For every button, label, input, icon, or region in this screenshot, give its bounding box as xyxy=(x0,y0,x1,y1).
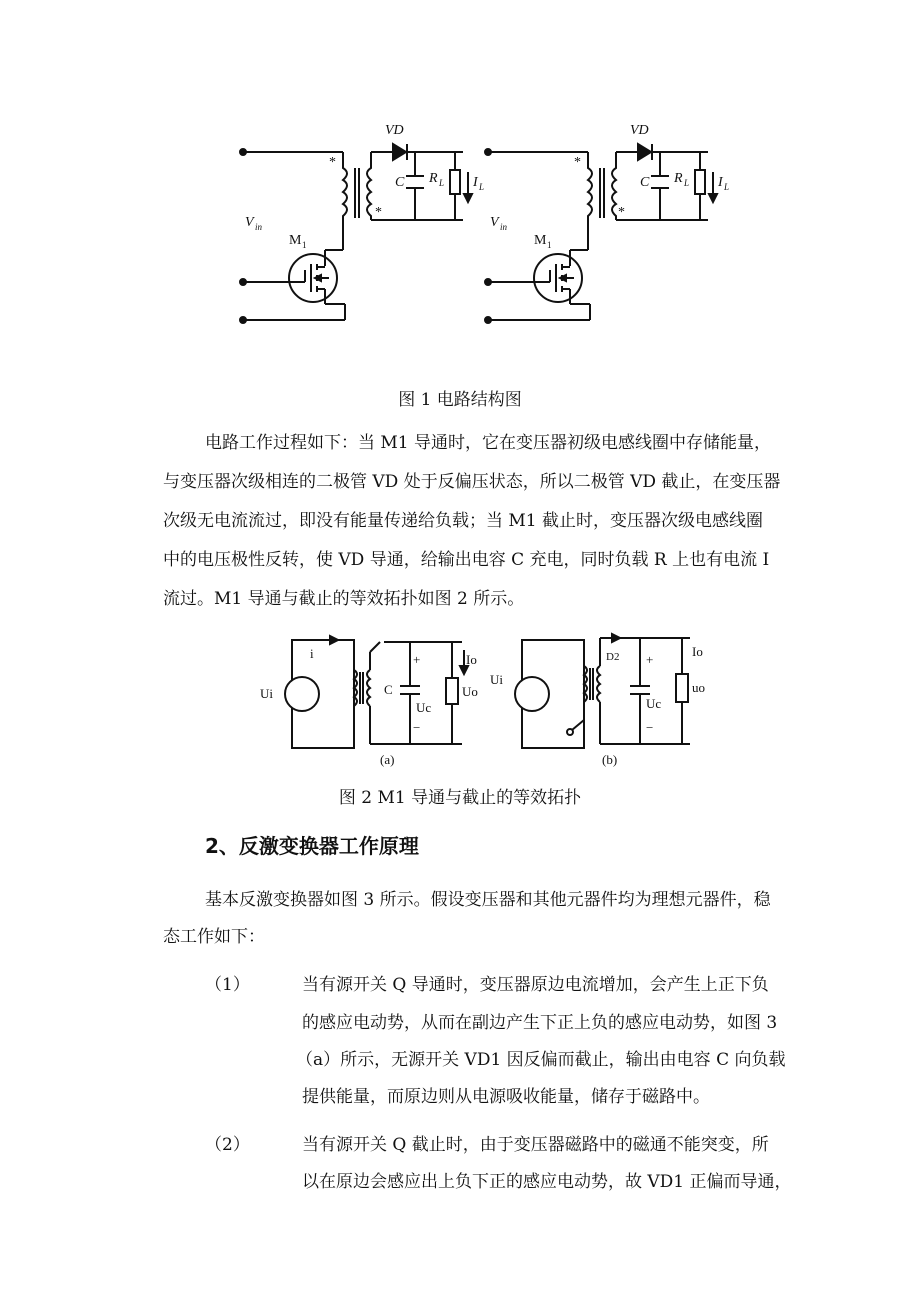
list-item-1-line-2: 的感应电动势，从而在副边产生下正上负的感应电动势，如图 3 xyxy=(302,1013,778,1033)
fig1-right-rl-sub: L xyxy=(684,178,690,188)
fig1-left-vin-sub: in xyxy=(255,222,263,232)
section-heading: 2、反激变换器工作原理 xyxy=(205,834,419,858)
fig2-b-uc-label: Uc xyxy=(646,696,662,711)
fig2-a-plus-label: + xyxy=(413,652,421,667)
fig1-left-il-sub: L xyxy=(479,182,485,192)
fig1-right-star-top: * xyxy=(574,155,581,170)
fig1-left-c-label: C xyxy=(395,175,405,190)
fig1-left-il-label: I xyxy=(473,175,478,190)
fig2-b-minus-label: − xyxy=(646,720,654,735)
fig2-a-i-label: i xyxy=(310,646,314,661)
fig1-left-star-top: * xyxy=(329,155,336,170)
fig1-left-m1-label: M xyxy=(289,233,302,248)
list-item-1-line-1: 当有源开关 Q 导通时，变压器原边电流增加，会产生上正下负 xyxy=(302,975,769,995)
fig2-b-uo-label: uo xyxy=(692,680,705,695)
paragraph-1-line-5: 流过。M1 导通与截止的等效拓扑如图 2 所示。 xyxy=(163,589,525,609)
fig2-a-minus-label: − xyxy=(413,720,421,735)
paragraph-2-line-1: 基本反激变换器如图 3 所示。假设变压器和其他元器件均为理想元器件，稳 xyxy=(205,890,771,910)
fig1-right-vd-label: VD xyxy=(630,123,649,138)
fig1-left-rl-sub: L xyxy=(439,178,445,188)
fig2-a-uo-label: Uo xyxy=(462,684,478,699)
fig2-b-plus-label: + xyxy=(646,652,654,667)
fig1-right-rl-label: R xyxy=(674,171,683,186)
fig1-left-m1-sub: 1 xyxy=(302,240,307,250)
fig1-right-c-label: C xyxy=(640,175,650,190)
fig1-right-m1-label: M xyxy=(534,233,547,248)
figure-1 xyxy=(225,110,745,340)
paragraph-1-line-3: 次级无电流流过，即没有能量传递给负载；当 M1 截止时，变压器次级电感线圈 xyxy=(163,511,764,531)
fig2-b-d2-label: D2 xyxy=(606,651,620,663)
figure-2-caption: 图 2 M1 导通与截止的等效拓扑 xyxy=(338,788,582,808)
fig2-a-uc-label: Uc xyxy=(416,700,432,715)
paragraph-1-line-1: 电路工作过程如下：当 M1 导通时，它在变压器初级电感线圈中存储能量， xyxy=(205,433,772,453)
fig2-a-io-label: Io xyxy=(466,652,477,667)
fig1-left-vin-label: V xyxy=(245,215,254,230)
paragraph-1-line-4: 中的电压极性反转，使 VD 导通，给输出电容 C 充电，同时负载 R 上也有电流 I xyxy=(163,550,770,570)
fig1-left-vd-label: VD xyxy=(385,123,404,138)
figure-1-caption: 图 1 电路结构图 xyxy=(398,390,522,410)
fig1-right-il-label: I xyxy=(718,175,723,190)
list-item-2-line-1: 当有源开关 Q 截止时，由于变压器磁路中的磁通不能突变，所 xyxy=(302,1135,769,1155)
paragraph-2-line-2: 态工作如下： xyxy=(163,927,265,947)
fig1-right-il-sub: L xyxy=(724,182,730,192)
fig2-a-c-label: C xyxy=(384,682,393,697)
list-item-2-line-2: 以在原边会感应出上负下正的感应电动势，故 VD1 正偏而导通， xyxy=(302,1172,792,1192)
fig2-b-panel-label: (b) xyxy=(602,752,618,767)
fig1-right-m1-sub: 1 xyxy=(547,240,552,250)
figure-2 xyxy=(250,620,720,770)
fig1-right-vin-sub: in xyxy=(500,222,508,232)
fig2-b-io-label: Io xyxy=(692,644,703,659)
figure-2-circuits xyxy=(250,620,720,770)
list-item-1-line-4: 提供能量，而原边则从电源吸收能量，储存于磁路中。 xyxy=(302,1087,710,1107)
fig2-b-ui-label: Ui xyxy=(490,672,503,687)
fig1-left-star-bottom: * xyxy=(375,205,382,220)
fig1-right-star-bottom: * xyxy=(618,205,625,220)
fig2-a-ui-label: Ui xyxy=(260,686,273,701)
list-item-1-number: （1） xyxy=(205,975,250,995)
list-item-2-number: （2） xyxy=(205,1135,250,1155)
fig2-a-panel-label: (a) xyxy=(380,752,395,767)
fig1-left-rl-label: R xyxy=(429,171,438,186)
paragraph-1-line-2: 与变压器次级相连的二极管 VD 处于反偏压状态，所以二极管 VD 截止，在变压器 xyxy=(163,472,781,492)
figure-1-circuits xyxy=(225,110,745,340)
list-item-1-line-3: （a）所示，无源开关 VD1 因反偏而截止，输出由电容 C 向负载 xyxy=(296,1050,786,1070)
fig1-right-vin-label: V xyxy=(490,215,499,230)
